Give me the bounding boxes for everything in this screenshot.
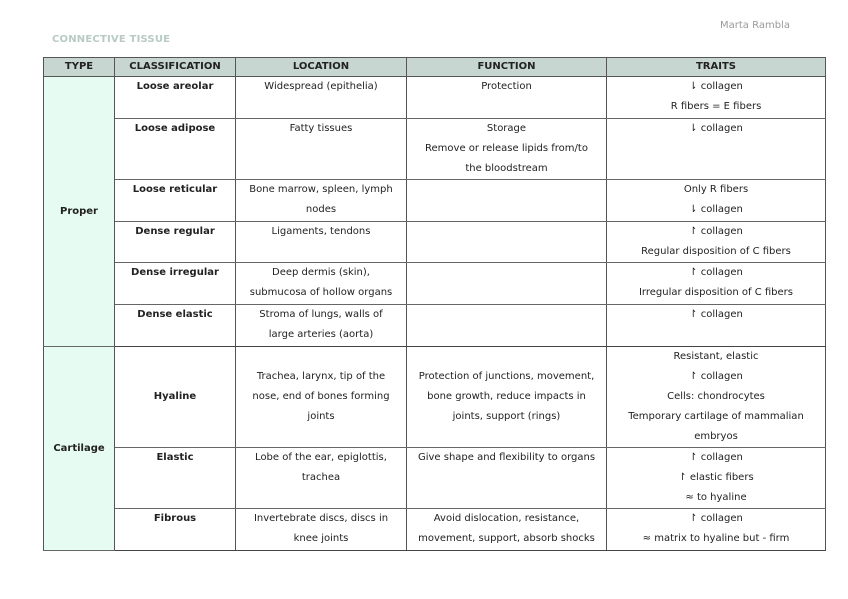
column-header-type: TYPE	[44, 58, 115, 77]
table-row	[44, 305, 826, 347]
location-line: Ligaments, tendons	[271, 226, 371, 237]
column-header-function: FUNCTION	[407, 58, 607, 77]
location-cell	[236, 448, 407, 509]
location-line: nose, end of bones forming	[252, 391, 390, 402]
function-line: the bloodstream	[465, 163, 548, 174]
classification-cell: Loose reticular	[115, 180, 236, 222]
location-line: joints	[307, 411, 335, 422]
traits-line: ⇂ collagen	[689, 204, 743, 215]
table-row	[44, 77, 826, 119]
classification-cell: Loose areolar	[115, 77, 236, 119]
location-cell	[236, 347, 407, 448]
table-row	[44, 448, 826, 509]
location-line: large arteries (aorta)	[268, 329, 374, 340]
classification-cell: Dense elastic	[115, 305, 236, 347]
function-cell	[407, 305, 607, 347]
location-cell	[236, 119, 407, 180]
function-line: Protection of junctions, movement,	[418, 371, 595, 382]
column-header-traits: TRAITS	[607, 58, 826, 77]
traits-line: Regular disposition of C fibers	[641, 246, 791, 257]
classification-cell: Fibrous	[115, 509, 236, 551]
column-header-classification: CLASSIFICATION	[115, 58, 236, 77]
traits-cell	[607, 180, 826, 222]
traits-line: embryos	[694, 431, 738, 442]
location-cell	[236, 509, 407, 551]
traits-cell	[607, 347, 826, 448]
traits-cell	[607, 119, 826, 180]
location-cell	[236, 263, 407, 305]
location-cell	[236, 305, 407, 347]
traits-line: ≈ matrix to hyaline but - firm	[642, 533, 790, 544]
location-cell	[236, 77, 407, 119]
table-row	[44, 180, 826, 222]
function-line: Remove or release lipids from/to	[425, 143, 588, 154]
function-cell	[407, 180, 607, 222]
location-line: Invertebrate discs, discs in	[253, 513, 389, 524]
function-cell	[407, 222, 607, 263]
classification-cell: Dense irregular	[115, 263, 236, 305]
table-row	[44, 263, 826, 305]
location-line: Bone marrow, spleen, lymph	[249, 184, 393, 195]
function-line: Give shape and flexibility to organs	[417, 452, 596, 463]
function-line: movement, support, absorb shocks	[418, 533, 595, 544]
traits-line: ↾ elastic fibers	[678, 472, 754, 483]
column-header-location: LOCATION	[236, 58, 407, 77]
location-line: nodes	[305, 204, 337, 215]
traits-line: Temporary cartilage of mammalian	[628, 411, 804, 422]
location-line: submucosa of hollow organs	[249, 287, 393, 298]
classification-cell: Dense regular	[115, 222, 236, 263]
function-cell	[407, 347, 607, 448]
traits-line: ↾ collagen	[689, 226, 743, 237]
function-line: bone growth, reduce impacts in	[427, 391, 586, 402]
location-line: Stroma of lungs, walls of	[259, 309, 383, 320]
traits-line: Resistant, elastic	[673, 351, 759, 362]
function-cell	[407, 119, 607, 180]
traits-line: ↾ collagen	[689, 267, 743, 278]
traits-line: Cells: chondrocytes	[667, 391, 765, 402]
function-line: joints, support (rings)	[452, 411, 561, 422]
table-header-row	[44, 58, 826, 77]
traits-line: Only R fibers	[683, 184, 749, 195]
traits-line: ≈ to hyaline	[685, 492, 747, 503]
traits-cell	[607, 222, 826, 263]
function-cell	[407, 77, 607, 119]
traits-line: ⇂ collagen	[689, 123, 743, 134]
traits-line: ↾ collagen	[689, 371, 743, 382]
traits-line: ↾ collagen	[689, 513, 743, 524]
traits-line: ↾ collagen	[689, 309, 743, 320]
traits-cell	[607, 263, 826, 305]
function-cell	[407, 509, 607, 551]
table-row	[44, 347, 826, 448]
function-line: Storage	[486, 123, 527, 134]
document-title: CONNECTIVE TISSUE	[52, 34, 171, 45]
type-cell: Cartilage	[44, 347, 115, 551]
traits-line: Irregular disposition of C fibers	[638, 287, 794, 298]
traits-cell	[607, 77, 826, 119]
location-cell	[236, 222, 407, 263]
connective-tissue-table	[43, 57, 826, 551]
table-row	[44, 222, 826, 263]
table-row	[44, 509, 826, 551]
classification-cell: Loose adipose	[115, 119, 236, 180]
function-line: Avoid dislocation, resistance,	[433, 513, 580, 524]
traits-line: R fibers = E fibers	[670, 101, 762, 112]
location-line: Fatty tissues	[289, 123, 353, 134]
traits-cell	[607, 448, 826, 509]
table-row	[44, 119, 826, 180]
table-body	[44, 77, 826, 551]
location-cell	[236, 180, 407, 222]
location-line: Lobe of the ear, epiglottis,	[255, 452, 387, 463]
location-line: knee joints	[293, 533, 349, 544]
traits-cell	[607, 305, 826, 347]
classification-cell: Elastic	[115, 448, 236, 509]
function-cell	[407, 448, 607, 509]
location-line: Trachea, larynx, tip of the	[256, 371, 386, 382]
function-cell	[407, 263, 607, 305]
author-name: Marta Rambla	[720, 20, 790, 31]
traits-line: ↾ collagen	[689, 452, 743, 463]
classification-cell: Hyaline	[115, 347, 236, 448]
location-line: Deep dermis (skin),	[272, 267, 370, 278]
location-line: trachea	[301, 472, 341, 483]
location-line: Widespread (epithelia)	[264, 81, 378, 92]
type-cell: Proper	[44, 77, 115, 347]
traits-line: ⇂ collagen	[689, 81, 743, 92]
function-line: Protection	[481, 81, 532, 92]
traits-cell	[607, 509, 826, 551]
